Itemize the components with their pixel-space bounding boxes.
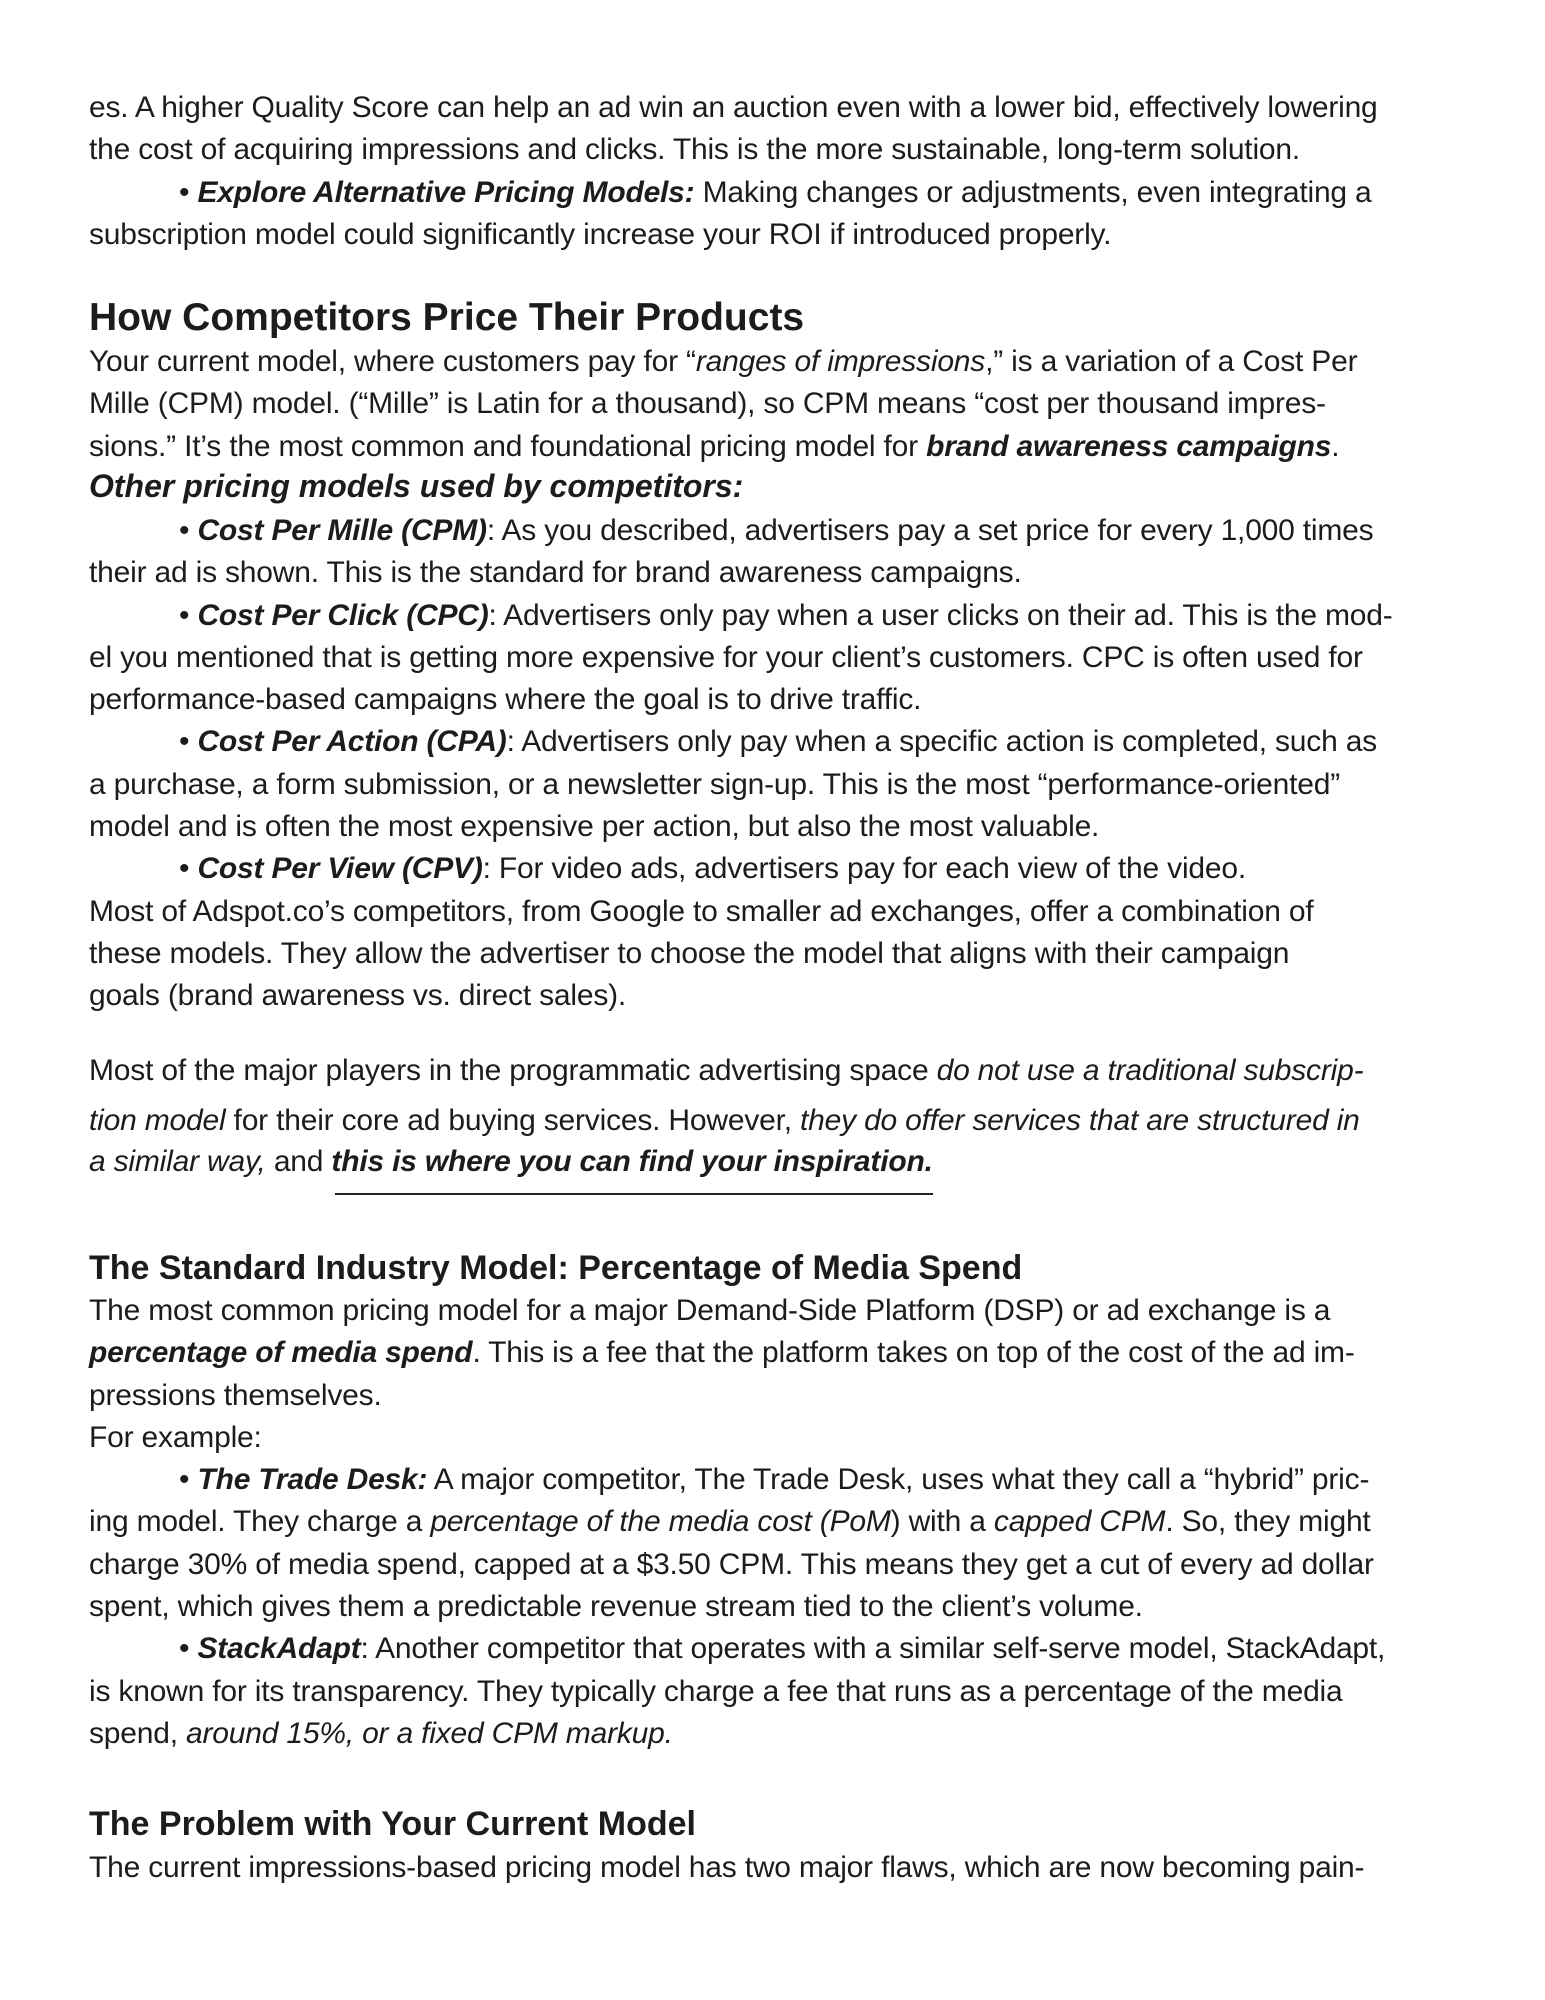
text-line: The most common pricing model for a major Demand-Side Platform (DSP) or ad exchange is a (89, 1294, 1331, 1327)
standard-paragraph: The most common pricing model for a major Demand-Side Platform (DSP) or ad exchange is a percentage of media spend. This is a fee that the platform takes on top of the cost of the ad im- pressions themselves. For example: • The Trade Desk: A major competitor, The Trade Desk, uses what they call a “hybrid” pric- ing model. They charge a percentage of the media cost (PoM) with a capped CPM. So, they might charge 30% of media spend, capped at a $3.50 CPM. This means they get a cut of every ad dollar spent, which gives them a predictable revenue stream tied to the client’s volume. • StackAdapt: Another competitor that operates with a similar self-serve model, StackAdapt, is known for its transparency. They typically charge a fee that runs as a percentage of the media spend, around 15%, or a fixed CPM markup. (89, 1290, 1469, 1755)
competitors-paragraph: Your current model, where customers pay for “ranges of impressions,” is a variation of a Cost Per Mille (CPM) model. (“Mille” is Latin for a thousand), so CPM means “cost per thousand impres- sions.” It’s the most common and foundational pricing model for brand awareness campaigns. (89, 341, 1469, 468)
section-heading: The Standard Industry Model: Percentage of Media Spend (89, 1249, 1023, 1287)
text-line: model and is often the most expensive per action, but also the most valuable. (89, 810, 1100, 844)
text-line: a purchase, a form submission, or a newsletter sign-up. This is the most “performance-oriented” (89, 767, 1340, 801)
bullet-glyph: • (179, 175, 198, 209)
text-line: pressions themselves. (89, 1378, 382, 1412)
text-line: es. A higher Quality Score can help an ad win an auction even with a lower bid, effectively lowering (89, 91, 1378, 124)
text-line: these models. They allow the advertiser to choose the model that aligns with their campaign (89, 936, 1290, 970)
subscription-paragraph: Most of the major players in the programmatic advertising space do not use a traditional subscrip- tion model for their core ad buying services. However, they do offer services that are structured in (89, 1054, 1364, 1137)
text-line: spent, which gives them a predictable revenue stream tied to the client’s volume. (89, 1590, 1143, 1624)
bullet-glyph: • (179, 852, 198, 886)
sub-heading: Other pricing models used by competitors: (89, 468, 744, 504)
bullet-cpm: • Cost Per Mille (CPM): As you described, advertisers pay a set price for every 1,000 times (179, 514, 1374, 547)
bullet-stackadapt: • StackAdapt: Another competitor that operates with a similar self-serve model, StackAdapt, (179, 1632, 1386, 1666)
section-heading: The Problem with Your Current Model (89, 1805, 697, 1843)
bullet-glyph: • (179, 725, 198, 759)
subscription-paragraph-end: a similar way, and this is where you can find your inspiration. (89, 1145, 933, 1178)
text-line: performance-based campaigns where the goal is to drive traffic. (89, 683, 922, 717)
text-line: the cost of acquiring impressions and clicks. This is the more sustainable, long-term solution. (89, 133, 1301, 167)
text-line: For example: (89, 1420, 262, 1454)
text-line: their ad is shown. This is the standard for brand awareness campaigns. (89, 556, 1022, 590)
bullet-cpc: • Cost Per Click (CPC): Advertisers only pay when a user clicks on their ad. This is the mod- (179, 598, 1393, 632)
bullet-glyph: • (179, 1632, 198, 1666)
divider (335, 1193, 933, 1195)
bullet-cpv: • Cost Per View (CPV): For video ads, advertisers pay for each view of the video. (179, 852, 1246, 886)
text-line: The current impressions-based pricing model has two major flaws, which are now becoming pain- (89, 1851, 1365, 1884)
bullet-glyph: • (179, 514, 198, 547)
pricing-models-list (89, 510, 1469, 1018)
bullet-trade-desk: • The Trade Desk: A major competitor, The Trade Desk, uses what they call a “hybrid” pric- (179, 1463, 1370, 1497)
text-line: Most of Adspot.co’s competitors, from Google to smaller ad exchanges, offer a combination of (89, 894, 1314, 928)
bullet-glyph: • (179, 598, 198, 632)
text-line: charge 30% of media spend, capped at a $3.50 CPM. This means they get a cut of every ad dollar (89, 1547, 1374, 1581)
text-line: goals (brand awareness vs. direct sales). (89, 979, 627, 1013)
bullet-glyph: • (179, 1463, 198, 1497)
text-line: el you mentioned that is getting more expensive for your client’s customers. CPC is often used for (89, 640, 1363, 674)
section-heading: How Competitors Price Their Products (89, 296, 805, 339)
problem-paragraph (89, 1847, 1469, 1889)
bullet-label: Explore Alternative Pricing Models: (197, 175, 695, 209)
text-line: subscription model could significantly increase your ROI if introduced properly. (89, 217, 1112, 251)
intro-paragraph (89, 87, 1469, 256)
text-line: Mille (CPM) model. (“Mille” is Latin for a thousand), so CPM means “cost per thousand impres- (89, 387, 1326, 421)
text-line: is known for its transparency. They typically charge a fee that runs as a percentage of the media (89, 1674, 1343, 1708)
bullet-cpa: • Cost Per Action (CPA): Advertisers only pay when a specific action is completed, such as (179, 725, 1377, 759)
bullet-alternative-pricing: • Explore Alternative Pricing Models: Making changes or adjustments, even integrating a (179, 175, 1372, 209)
